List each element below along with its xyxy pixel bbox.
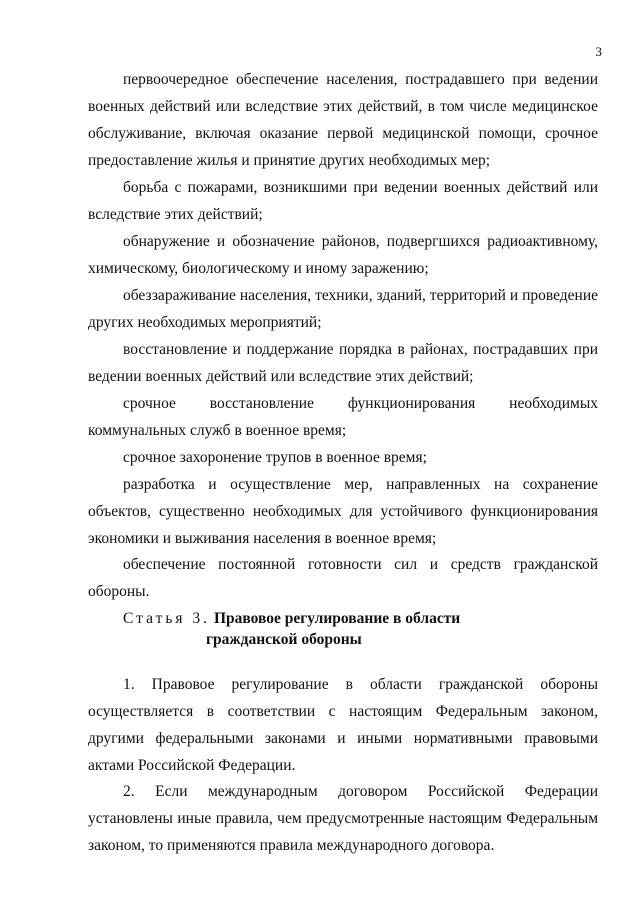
- article-heading: [123, 608, 563, 650]
- list-item: восстановление и поддержание порядка в районах, пострадавших при ведении военных действий или вследствие этих действий;: [88, 341, 598, 385]
- list-item: обеззараживание населения, техники, зданий, территорий и проведение других необходимых мероприятий;: [88, 287, 598, 331]
- list-item: обнаружение и обозначение районов, подвергшихся радиоактивному, химическому, биологическому и иному заражению;: [88, 233, 598, 277]
- list-item: срочное восстановление функционирования необходимых коммунальных служб в военное время;: [88, 395, 598, 439]
- article-paragraph: 2. Если международным договором Российской Федерации установлены иные правила, чем предусмотренные настоящим Федеральным законом, то применяются правила международного договора.: [88, 783, 598, 854]
- list-item: срочное захоронение трупов в военное время;: [123, 449, 427, 466]
- article-title-line1: Правовое регулирование в области: [213, 610, 461, 627]
- list-item: разработка и осуществление мер, направленных на сохранение объектов, существенно необходимых для устойчивого функционирования экономики и выживания населения в военное время;: [88, 476, 598, 547]
- article-title-line2: гражданской обороны: [206, 631, 362, 648]
- list-item: первоочередное обеспечение населения, пострадавшего при ведении военных действий или вследствие этих действий, в том числе медицинское обслуживание, включая оказание первой медицинской помощи, срочное предоставление жилья и принятие других необходимых мер;: [88, 71, 598, 169]
- list-item: обеспечение постоянной готовности сил и средств гражданской обороны.: [88, 556, 598, 600]
- page-number: 3: [595, 44, 602, 59]
- article-paragraph: 1. Правовое регулирование в области гражданской обороны осуществляется в соответствии с настоящим Федеральным законом, другими федеральными законами и иными нормативными правовыми актами Российской Федерации.: [88, 676, 598, 774]
- list-item: борьба с пожарами, возникшими при ведении военных действий или вследствие этих действий;: [88, 179, 598, 223]
- article-label: Статья 3.: [123, 610, 211, 627]
